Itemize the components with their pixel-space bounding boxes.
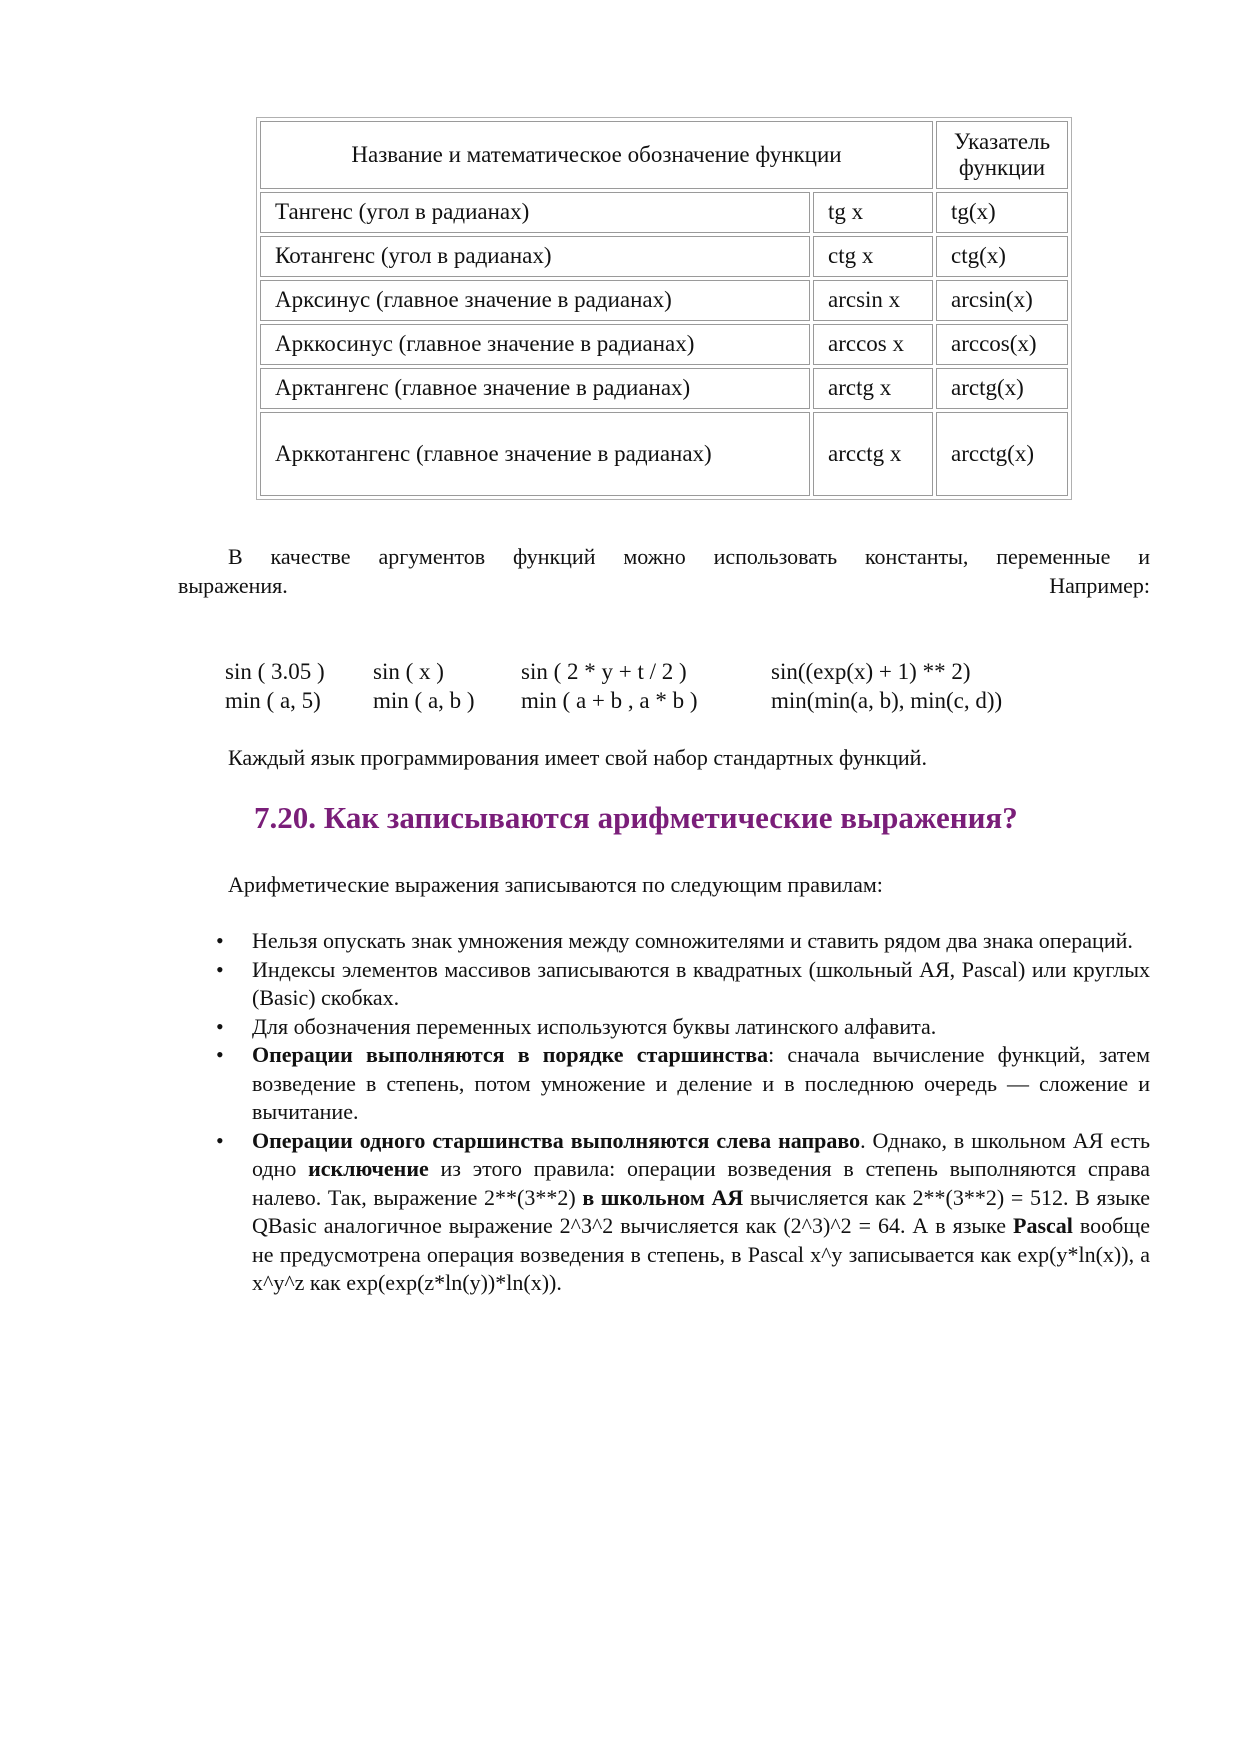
example-code: sin ( x ) <box>373 659 444 684</box>
function-notation-cell: arctg x <box>813 368 933 409</box>
function-notation-cell: arcsin x <box>813 280 933 321</box>
intro-line-2-left: выражения. <box>178 573 288 598</box>
rule-bold-text: Pascal <box>1013 1213 1073 1238</box>
function-name-cell: Тангенс (угол в радианах) <box>260 192 810 233</box>
rule-text: Индексы элементов массивов записываются в квадратных (школьный АЯ, Pascal) или круглых (Basic) скобках. <box>252 956 1150 1010</box>
table-header-row <box>260 121 1068 189</box>
functions-table <box>256 117 1072 500</box>
function-pointer-cell: tg(x) <box>936 192 1068 233</box>
list-item <box>216 1013 1150 1042</box>
rules-list <box>216 927 1150 1298</box>
example-code: min ( a + b , a * b ) <box>521 688 698 713</box>
example-code: min(min(a, b), min(c, d)) <box>771 688 1003 713</box>
bullet-icon: • <box>216 956 224 982</box>
function-name-cell: Арксинус (главное значение в радианах) <box>260 280 810 321</box>
bullet-icon: • <box>216 1042 224 1067</box>
header-pointer-line2: функции <box>958 155 1046 180</box>
rule-text: вычисляется как 2**(3**2) = 512. В языке QBasic аналогичное выражение 2^3^2 вычисляется как (2^3)^2 = 64. А в языке <box>252 1184 1150 1238</box>
rule-text: . Однако, в школьном АЯ есть одно <box>252 1127 1150 1181</box>
rule-text: Нельзя опускать знак умножения между сомножителями и ставить рядом два знака операций. <box>252 928 1133 953</box>
rule-text: из этого правила: операции возведения в степень выполняются справа налево. Так, выражение 2**(3**2) <box>252 1156 1150 1210</box>
example-code: sin ( 2 * y + t / 2 ) <box>521 659 687 684</box>
table-row <box>260 368 1068 409</box>
list-item <box>216 1127 1150 1298</box>
table-row <box>260 236 1068 277</box>
bullet-icon: • <box>216 928 224 953</box>
intro-line-1 <box>178 543 1150 571</box>
function-pointer-cell: arcctg(x) <box>936 412 1068 496</box>
rule-text: Для обозначения переменных используются буквы латинского алфавита. <box>252 1013 937 1039</box>
function-pointer-cell: arccos(x) <box>936 324 1068 365</box>
header-function-name: Название и математическое обозначение функции <box>260 121 933 189</box>
function-name-cell: Арккосинус (главное значение в радианах) <box>260 324 810 365</box>
table-row <box>260 412 1068 496</box>
example-code: sin((exp(x) + 1) ** 2) <box>771 659 971 684</box>
rule-bold-text: в школьном АЯ <box>582 1184 744 1210</box>
function-pointer-cell: arcsin(x) <box>936 280 1068 321</box>
rule-bold-text: исключение <box>308 1156 429 1181</box>
bullet-icon: • <box>216 1013 224 1039</box>
rules-intro: Арифметические выражения записываются по следующим правилам: <box>228 872 883 897</box>
rule-text: : сначала вычисление функций, затем возведение в степень, потом умножение и деление и в последнюю очередь — сложение и вычитание. <box>252 1042 1150 1124</box>
rule-bold-text: Операции одного старшинства выполняются слева направо <box>252 1127 861 1153</box>
example-code: min ( a, b ) <box>373 688 475 713</box>
function-notation-cell: arccos x <box>813 324 933 365</box>
intro-line-2 <box>178 572 1150 600</box>
rule-bold-text: Операции выполняются в порядке старшинства <box>252 1042 769 1067</box>
function-notation-cell: ctg x <box>813 236 933 277</box>
list-item <box>216 956 1150 1013</box>
list-item <box>216 1041 1150 1127</box>
function-name-cell: Арккотангенс (главное значение в радианах) <box>260 412 810 496</box>
function-notation-cell: arcctg x <box>813 412 933 496</box>
table-row <box>260 192 1068 233</box>
function-pointer-cell: arctg(x) <box>936 368 1068 409</box>
list-item <box>216 927 1150 956</box>
example-code: sin ( 3.05 ) <box>225 659 325 684</box>
rule-text: вообще не предусмотрена операция возведения в степень, в Pascal x^y записывается как exp(y*ln(x)), а x^y^z как exp(exp(z*ln(y))*ln(x)). <box>252 1213 1150 1295</box>
intro-line-1-text: В качестве аргументов функций можно использовать константы, переменные и <box>228 544 1150 569</box>
function-notation-cell: tg x <box>813 192 933 233</box>
header-pointer-line1: Указатель <box>953 128 1051 154</box>
table-row <box>260 324 1068 365</box>
intro-line-2-right: Например: <box>1049 573 1150 598</box>
function-name-cell: Арктангенс (главное значение в радианах) <box>260 368 810 409</box>
table-row <box>260 280 1068 321</box>
bullet-icon: • <box>216 1127 224 1153</box>
section-heading: 7.20. Как записываются арифметические выражения? <box>254 800 1018 835</box>
standard-functions-note: Каждый язык программирования имеет свой набор стандартных функций. <box>228 745 927 770</box>
function-name-cell: Котангенс (угол в радианах) <box>260 236 810 277</box>
example-code: min ( a, 5) <box>225 688 321 713</box>
function-pointer-cell: ctg(x) <box>936 236 1068 277</box>
header-function-pointer <box>936 121 1068 189</box>
